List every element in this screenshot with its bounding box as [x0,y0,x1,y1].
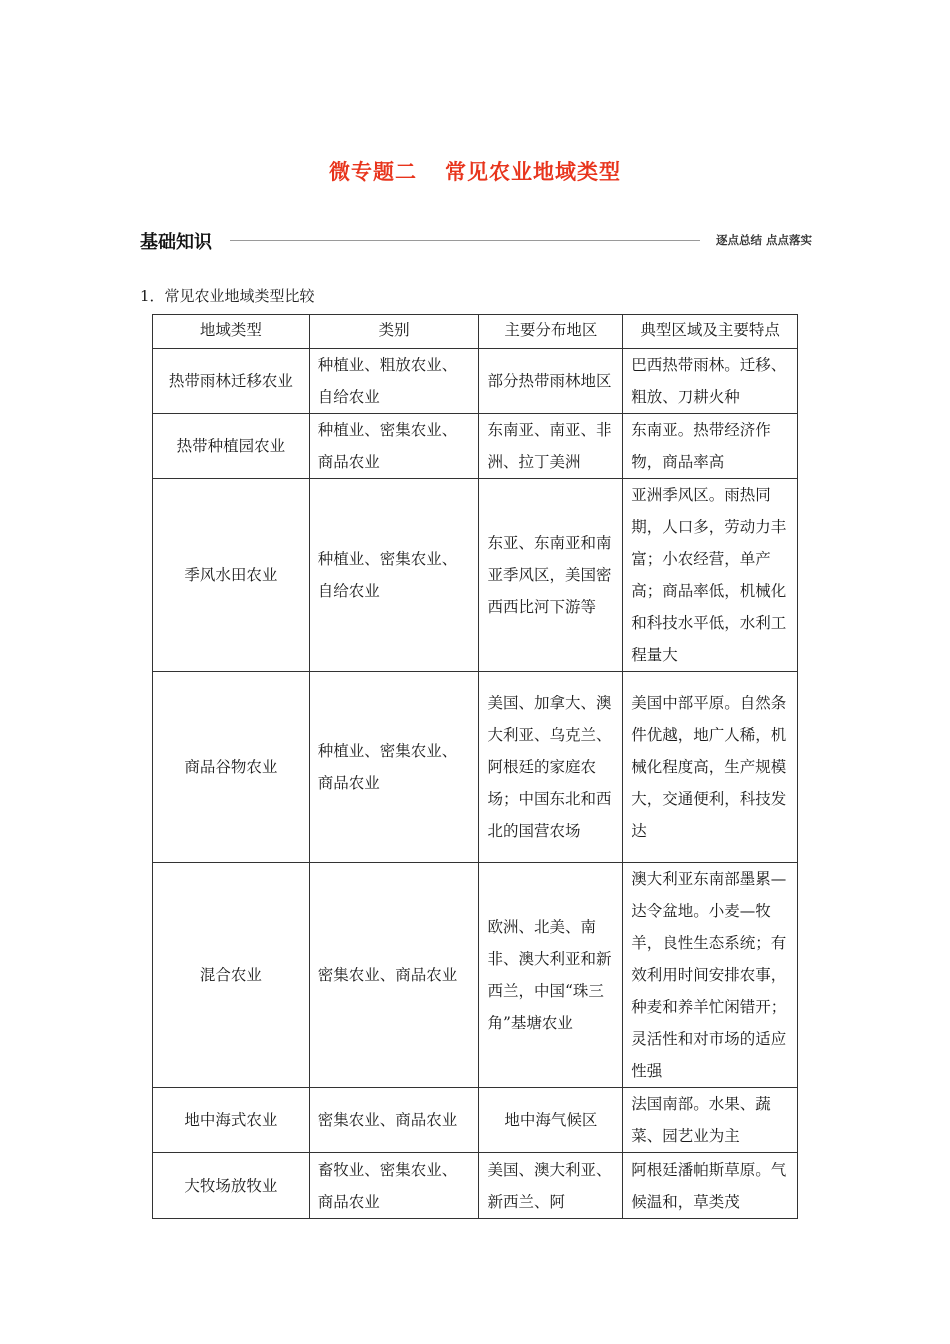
title-part1: 微专题二 [329,160,417,184]
features-cell: 亚洲季风区。雨热同期，人口多，劳动力丰富；小农经营，单产高；商品率低，机械化和科技水平低，水利工程量大 [623,479,798,672]
table-row [153,1153,798,1219]
features-cell: 澳大利亚东南部墨累—达令盆地。小麦—牧羊，良性生态系统；有效利用时间安排农事，种麦和养羊忙闲错开；灵活性和对市场的适应性强 [623,863,798,1088]
distribution-cell: 地中海气候区 [479,1088,623,1153]
table-row [153,672,798,863]
distribution-cell: 东亚、东南亚和南亚季风区，美国密西西比河下游等 [479,479,623,672]
distribution-cell: 美国、加拿大、澳大利亚、乌克兰、阿根廷的家庭农场；中国东北和西北的国营农场 [479,672,623,863]
table-row [153,414,798,479]
distribution-cell: 美国、澳大利亚、新西兰、阿 [479,1153,623,1219]
table-header-row [153,315,798,349]
features-cell: 阿根廷潘帕斯草原。气候温和，草类茂 [623,1153,798,1219]
category-cell: 种植业、密集农业、自给农业 [309,479,479,672]
category-cell: 畜牧业、密集农业、商品农业 [309,1153,479,1219]
page-title [0,156,950,186]
category-cell: 密集农业、商品农业 [309,863,479,1088]
features-cell: 法国南部。水果、蔬菜、园艺业为主 [623,1088,798,1153]
category-cell: 种植业、密集农业、商品农业 [309,672,479,863]
category-cell: 种植业、粗放农业、自给农业 [309,349,479,414]
table-row [153,479,798,672]
region-type-cell: 热带雨林迁移农业 [153,349,310,414]
section-header [140,228,812,254]
features-cell: 东南亚。热带经济作物，商品率高 [623,414,798,479]
header-cell: 类别 [309,315,479,349]
distribution-cell: 欧洲、北美、南非、澳大利亚和新西兰，中国“珠三角”基塘农业 [479,863,623,1088]
distribution-cell: 部分热带雨林地区 [479,349,623,414]
region-type-cell: 热带种植园农业 [153,414,310,479]
section-divider [230,240,700,241]
header-cell: 主要分布地区 [479,315,623,349]
title-part2: 常见农业地域类型 [445,160,621,184]
comparison-table [152,314,798,1219]
category-cell: 密集农业、商品农业 [309,1088,479,1153]
item-heading: 1．常见农业地域类型比较 [140,287,315,305]
header-cell: 典型区域及主要特点 [623,315,798,349]
category-cell: 种植业、密集农业、商品农业 [309,414,479,479]
region-type-cell: 季风水田农业 [153,479,310,672]
features-cell: 美国中部平原。自然条件优越，地广人稀，机械化程度高，生产规模大，交通便利，科技发达 [623,672,798,863]
section-subtitle: 逐点总结 点点落实 [715,233,812,247]
section-label: 基础知识 [140,232,212,253]
region-type-cell: 地中海式农业 [153,1088,310,1153]
region-type-cell: 混合农业 [153,863,310,1088]
header-cell: 地域类型 [153,315,310,349]
region-type-cell: 商品谷物农业 [153,672,310,863]
distribution-cell: 东南亚、南亚、非洲、拉丁美洲 [479,414,623,479]
region-type-cell: 大牧场放牧业 [153,1153,310,1219]
table-row [153,863,798,1088]
table-row [153,1088,798,1153]
features-cell: 巴西热带雨林。迁移、粗放、刀耕火种 [623,349,798,414]
table-row [153,349,798,414]
